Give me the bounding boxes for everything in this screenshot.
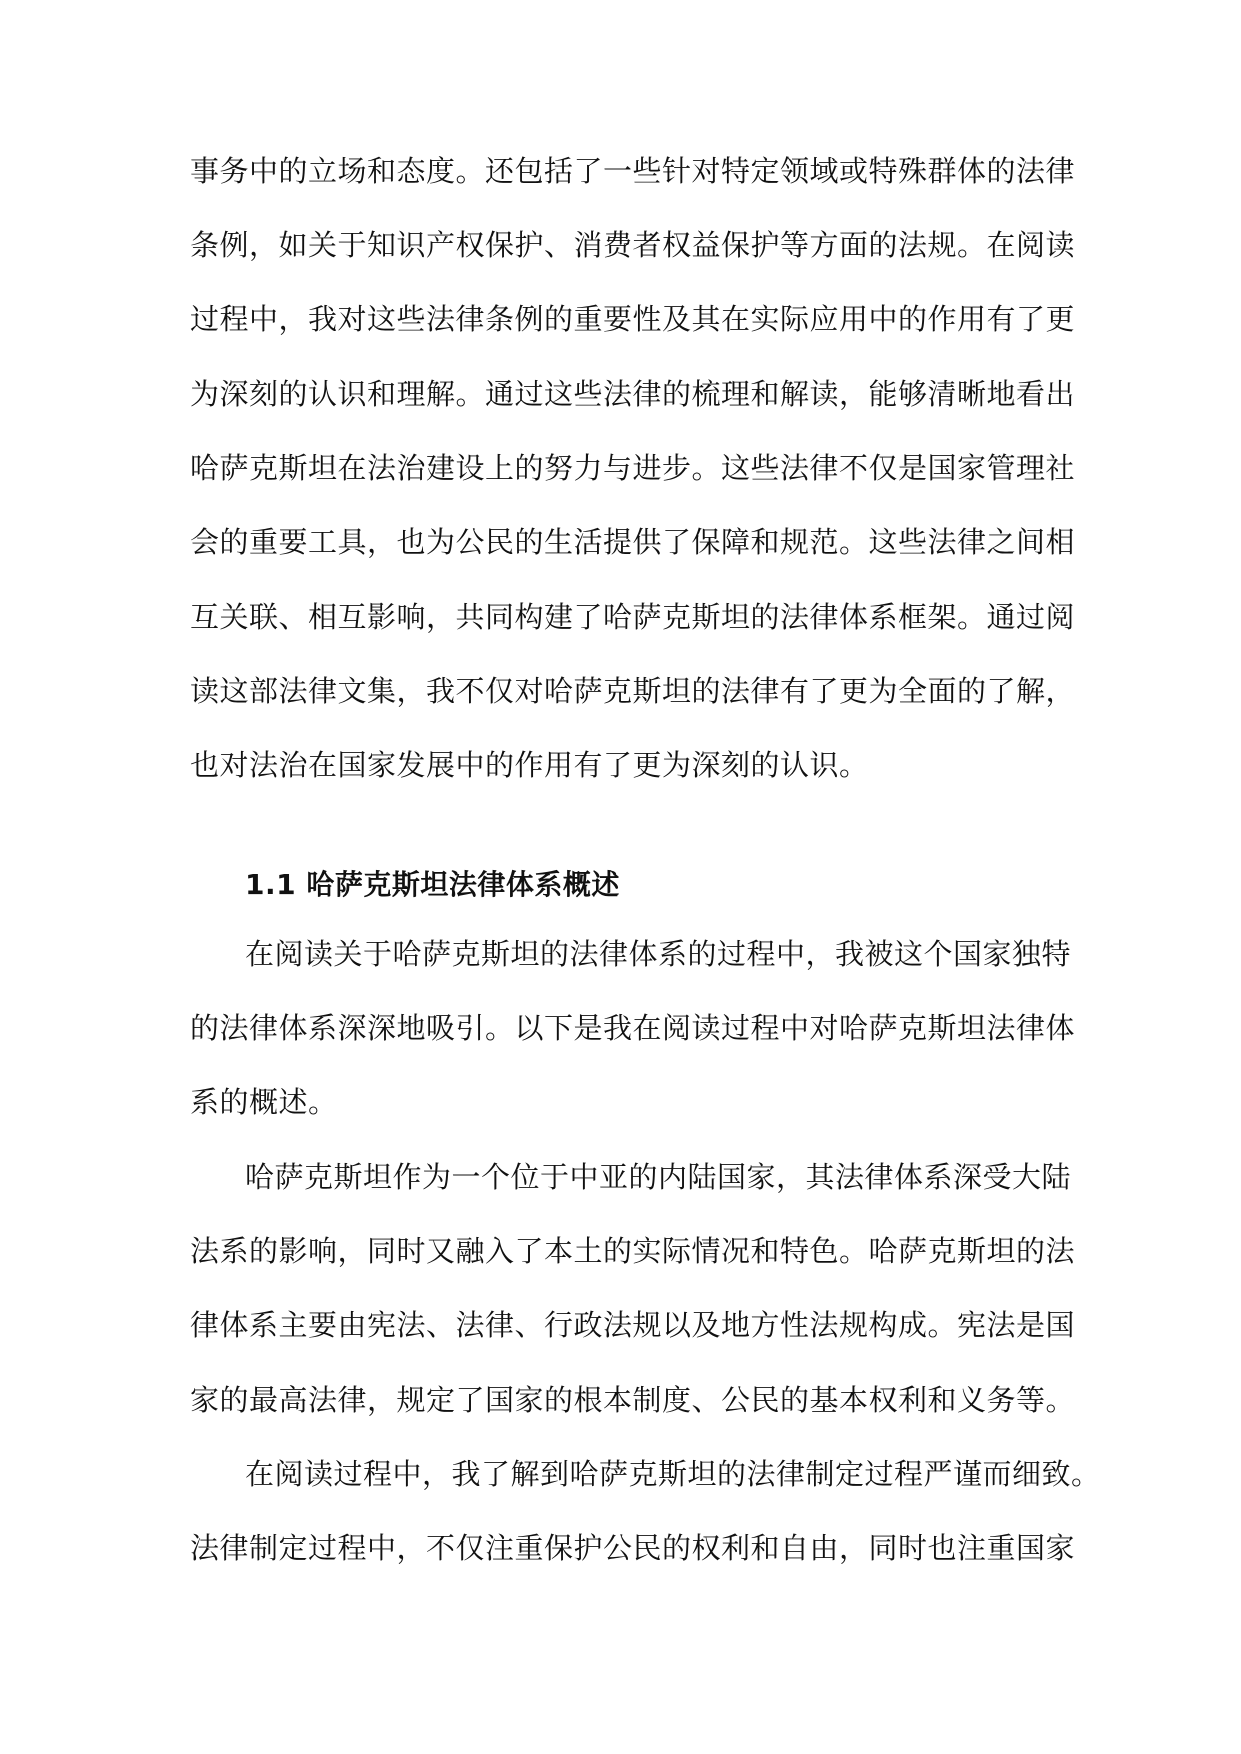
text-line: 系的概述。 — [190, 1085, 338, 1119]
text-line: 法律制定过程中，不仅注重保护公民的权利和自由，同时也注重国家 — [190, 1531, 1076, 1565]
text-line: 家的最高法律，规定了国家的根本制度、公民的基本权利和义务等。 — [190, 1383, 1076, 1417]
text-line: 过程中，我对这些法律条例的重要性及其在实际应用中的作用有了更 — [190, 302, 1076, 336]
text-line: 在阅读关于哈萨克斯坦的法律体系的过程中，我被这个国家独特 — [245, 937, 1072, 971]
text-line: 在阅读过程中，我了解到哈萨克斯坦的法律制定过程严谨而细致。 — [245, 1457, 1101, 1491]
text-line: 会的重要工具，也为公民的生活提供了保障和规范。这些法律之间相 — [190, 525, 1076, 559]
text-line: 法系的影响，同时又融入了本土的实际情况和特色。哈萨克斯坦的法 — [190, 1234, 1076, 1268]
text-line: 的法律体系深深地吸引。以下是我在阅读过程中对哈萨克斯坦法律体 — [190, 1011, 1076, 1045]
text-line: 为深刻的认识和理解。通过这些法律的梳理和解读，能够清晰地看出 — [190, 377, 1076, 411]
section-heading: 1.1 哈萨克斯坦法律体系概述 — [245, 868, 620, 901]
text-line: 哈萨克斯坦在法治建设上的努力与进步。这些法律不仅是国家管理社 — [190, 451, 1076, 485]
text-line: 条例，如关于知识产权保护、消费者权益保护等方面的法规。在阅读 — [190, 228, 1076, 262]
text-line: 互关联、相互影响，共同构建了哈萨克斯坦的法律体系框架。通过阅 — [190, 600, 1076, 634]
text-line: 哈萨克斯坦作为一个位于中亚的内陆国家，其法律体系深受大陆 — [245, 1160, 1072, 1194]
text-line: 也对法治在国家发展中的作用有了更为深刻的认识。 — [190, 748, 869, 782]
text-line: 读这部法律文集，我不仅对哈萨克斯坦的法律有了更为全面的了解， — [190, 674, 1076, 708]
text-line: 律体系主要由宪法、法律、行政法规以及地方性法规构成。宪法是国 — [190, 1308, 1076, 1342]
text-line: 事务中的立场和态度。还包括了一些针对特定领域或特殊群体的法律 — [190, 154, 1076, 188]
